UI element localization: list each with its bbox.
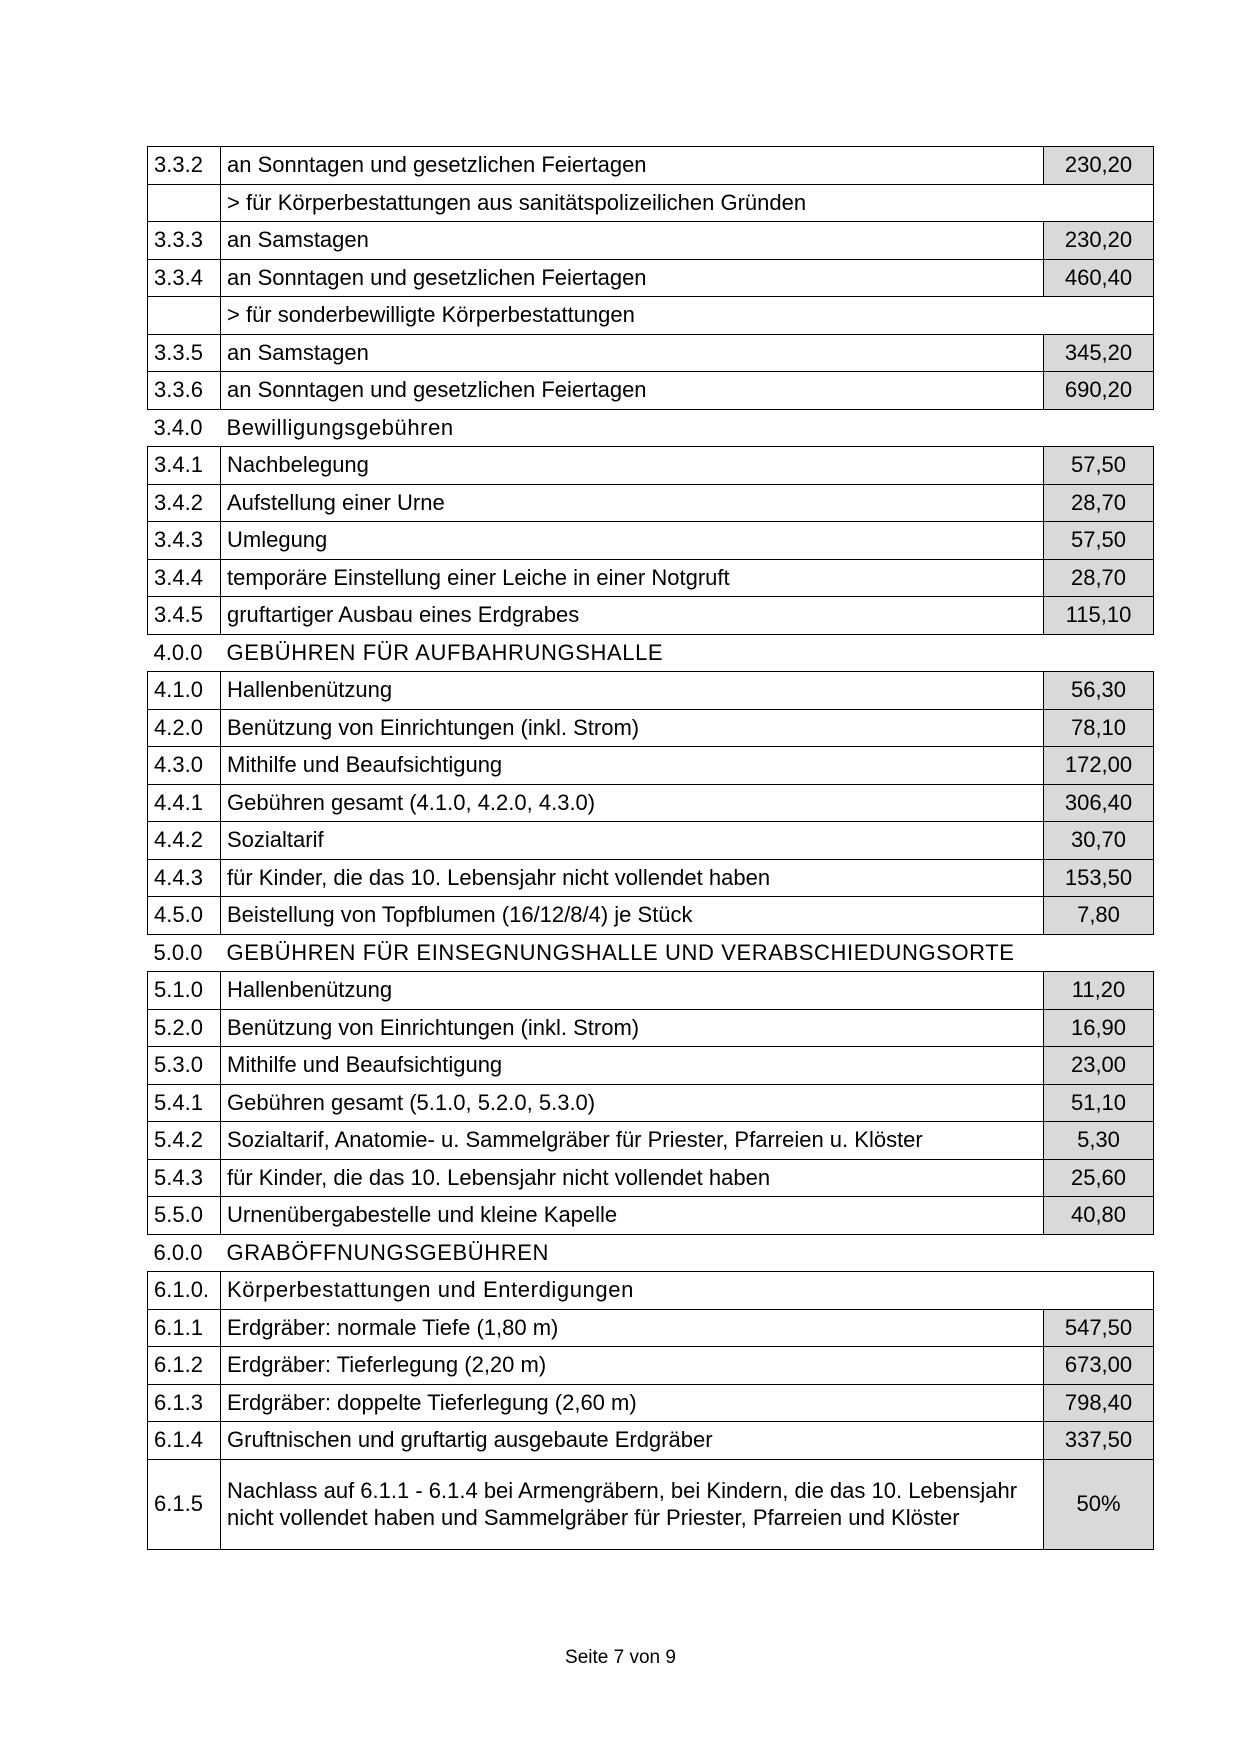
row-description: temporäre Einstellung einer Leiche in einer Notgruft (221, 559, 1044, 597)
section-row (148, 1234, 1154, 1272)
page-number: Seite 7 von 9 (565, 1647, 676, 1668)
row-number: 4.2.0 (148, 709, 221, 747)
table-row (148, 709, 1154, 747)
row-fee-value: 115,10 (1044, 597, 1154, 635)
row-number: 5.2.0 (148, 1009, 221, 1047)
row-description: an Sonntagen und gesetzlichen Feiertagen (221, 147, 1044, 185)
table-row (148, 259, 1154, 297)
row-number: 3.4.4 (148, 559, 221, 597)
table-row (148, 334, 1154, 372)
row-description: für Kinder, die das 10. Lebensjahr nicht vollendet haben (221, 1159, 1044, 1197)
row-fee-value: 30,70 (1044, 822, 1154, 860)
table-row (148, 372, 1154, 410)
row-description: Erdgräber: Tieferlegung (2,20 m) (221, 1347, 1044, 1385)
row-number: 3.4.2 (148, 484, 221, 522)
row-fee-value: 7,80 (1044, 897, 1154, 935)
row-fee-value: 40,80 (1044, 1197, 1154, 1235)
section-row (148, 934, 1154, 972)
row-description: Sozialtarif (221, 822, 1044, 860)
table-row (148, 1047, 1154, 1085)
page-footer (0, 1647, 1241, 1669)
row-description: für Kinder, die das 10. Lebensjahr nicht vollendet haben (221, 859, 1044, 897)
row-number: 3.4.3 (148, 522, 221, 560)
row-number: 3.3.5 (148, 334, 221, 372)
section-row (148, 634, 1154, 672)
row-description: > für sonderbewilligte Körperbestattungen (221, 297, 1154, 335)
row-description: Nachbelegung (221, 447, 1044, 485)
row-fee-value: 153,50 (1044, 859, 1154, 897)
row-description: Erdgräber: doppelte Tieferlegung (2,60 m) (221, 1384, 1044, 1422)
row-number: 4.4.1 (148, 784, 221, 822)
row-description: Mithilfe und Beaufsichtigung (221, 747, 1044, 785)
row-number: 4.0.0 (153, 639, 203, 665)
row-description: Nachlass auf 6.1.1 - 6.1.4 bei Armengräbern, bei Kindern, die das 10. Lebensjahr nicht vollendet haben und Sammelgräber für Priester, Pfarreien und Klöster (221, 1459, 1044, 1549)
row-number: 6.0.0 (153, 1239, 203, 1265)
row-number: 3.4.0 (153, 414, 203, 440)
table-row (148, 672, 1154, 710)
table-row (148, 972, 1154, 1010)
row-fee-value: 690,20 (1044, 372, 1154, 410)
row-number: 6.1.2 (148, 1347, 221, 1385)
row-number (148, 184, 221, 222)
row-number: 5.5.0 (148, 1197, 221, 1235)
table-row (148, 147, 1154, 185)
row-number: 5.4.1 (148, 1084, 221, 1122)
row-description: Hallenbenützung (221, 672, 1044, 710)
row-fee-value: 337,50 (1044, 1422, 1154, 1460)
section-title: GEBÜHREN FÜR EINSEGNUNGSHALLE UND VERABSCHIEDUNGSORTE (226, 939, 1015, 965)
row-fee-value: 51,10 (1044, 1084, 1154, 1122)
row-description: Aufstellung einer Urne (221, 484, 1044, 522)
row-number: 5.1.0 (148, 972, 221, 1010)
table-row (148, 784, 1154, 822)
row-number: 6.1.3 (148, 1384, 221, 1422)
row-number: 3.4.5 (148, 597, 221, 635)
table-row (148, 597, 1154, 635)
row-number: 4.3.0 (148, 747, 221, 785)
row-fee-value: 230,20 (1044, 147, 1154, 185)
table-row (148, 522, 1154, 560)
table-row (148, 859, 1154, 897)
row-fee-value: 798,40 (1044, 1384, 1154, 1422)
row-fee-value: 78,10 (1044, 709, 1154, 747)
table-row (148, 1159, 1154, 1197)
row-description: Benützung von Einrichtungen (inkl. Strom) (221, 1009, 1044, 1047)
row-number: 4.5.0 (148, 897, 221, 935)
row-number: 3.4.1 (148, 447, 221, 485)
table-row (148, 1384, 1154, 1422)
row-fee-value: 547,50 (1044, 1309, 1154, 1347)
fee-table-body (148, 147, 1154, 1550)
table-row (148, 222, 1154, 260)
fee-table (147, 146, 1154, 1550)
table-row (148, 1272, 1154, 1310)
row-number: 5.4.2 (148, 1122, 221, 1160)
row-description: Körperbestattungen und Enterdigungen (221, 1272, 1154, 1310)
row-number: 5.3.0 (148, 1047, 221, 1085)
table-row (148, 822, 1154, 860)
row-number: 5.4.3 (148, 1159, 221, 1197)
row-description: an Sonntagen und gesetzlichen Feiertagen (221, 372, 1044, 410)
row-fee-value: 460,40 (1044, 259, 1154, 297)
row-fee-value: 172,00 (1044, 747, 1154, 785)
row-fee-value: 345,20 (1044, 334, 1154, 372)
row-description: > für Körperbestattungen aus sanitätspolizeilichen Gründen (221, 184, 1154, 222)
row-fee-value: 11,20 (1044, 972, 1154, 1010)
row-fee-value: 23,00 (1044, 1047, 1154, 1085)
row-fee-value: 57,50 (1044, 447, 1154, 485)
table-row (148, 1422, 1154, 1460)
row-number: 6.1.5 (148, 1459, 221, 1549)
row-fee-value: 56,30 (1044, 672, 1154, 710)
row-number: 6.1.0. (148, 1272, 221, 1310)
section-row (148, 409, 1154, 447)
section-title: GEBÜHREN FÜR AUFBAHRUNGSHALLE (226, 639, 664, 665)
table-row (148, 747, 1154, 785)
row-fee-value: 25,60 (1044, 1159, 1154, 1197)
row-number: 6.1.1 (148, 1309, 221, 1347)
table-row (148, 1459, 1154, 1549)
row-description: Gruftnischen und gruftartig ausgebaute Erdgräber (221, 1422, 1044, 1460)
row-fee-value: 230,20 (1044, 222, 1154, 260)
row-fee-value: 57,50 (1044, 522, 1154, 560)
row-description: gruftartiger Ausbau eines Erdgrabes (221, 597, 1044, 635)
row-description: Hallenbenützung (221, 972, 1044, 1010)
row-description: Umlegung (221, 522, 1044, 560)
row-fee-value: 50% (1044, 1459, 1154, 1549)
table-row (148, 447, 1154, 485)
row-fee-value: 28,70 (1044, 484, 1154, 522)
table-row (148, 1009, 1154, 1047)
table-row (148, 297, 1154, 335)
table-row (148, 1309, 1154, 1347)
row-number: 4.4.2 (148, 822, 221, 860)
row-number: 3.3.4 (148, 259, 221, 297)
row-number (148, 297, 221, 335)
row-fee-value: 5,30 (1044, 1122, 1154, 1160)
table-row (148, 1122, 1154, 1160)
row-fee-value: 16,90 (1044, 1009, 1154, 1047)
section-title: Bewilligungsgebühren (226, 414, 454, 440)
table-row (148, 897, 1154, 935)
row-number: 6.1.4 (148, 1422, 221, 1460)
row-description: Gebühren gesamt (4.1.0, 4.2.0, 4.3.0) (221, 784, 1044, 822)
row-number: 3.3.3 (148, 222, 221, 260)
row-description: Sozialtarif, Anatomie- u. Sammelgräber für Priester, Pfarreien u. Klöster (221, 1122, 1044, 1160)
row-number: 5.0.0 (153, 939, 203, 965)
row-description: Gebühren gesamt (5.1.0, 5.2.0, 5.3.0) (221, 1084, 1044, 1122)
row-description: an Samstagen (221, 334, 1044, 372)
table-row (148, 184, 1154, 222)
row-number: 3.3.6 (148, 372, 221, 410)
row-description: Benützung von Einrichtungen (inkl. Strom) (221, 709, 1044, 747)
table-row (148, 1197, 1154, 1235)
row-description: Erdgräber: normale Tiefe (1,80 m) (221, 1309, 1044, 1347)
row-fee-value: 28,70 (1044, 559, 1154, 597)
row-fee-value: 306,40 (1044, 784, 1154, 822)
row-description: an Sonntagen und gesetzlichen Feiertagen (221, 259, 1044, 297)
row-description: Mithilfe und Beaufsichtigung (221, 1047, 1044, 1085)
table-row (148, 1347, 1154, 1385)
row-description: an Samstagen (221, 222, 1044, 260)
row-number: 4.1.0 (148, 672, 221, 710)
section-title: GRABÖFFNUNGSGEBÜHREN (226, 1239, 549, 1265)
table-row (148, 559, 1154, 597)
row-number: 4.4.3 (148, 859, 221, 897)
row-description: Beistellung von Topfblumen (16/12/8/4) je Stück (221, 897, 1044, 935)
row-description: Urnenübergabestelle und kleine Kapelle (221, 1197, 1044, 1235)
table-row (148, 1084, 1154, 1122)
table-row (148, 484, 1154, 522)
row-fee-value: 673,00 (1044, 1347, 1154, 1385)
row-number: 3.3.2 (148, 147, 221, 185)
